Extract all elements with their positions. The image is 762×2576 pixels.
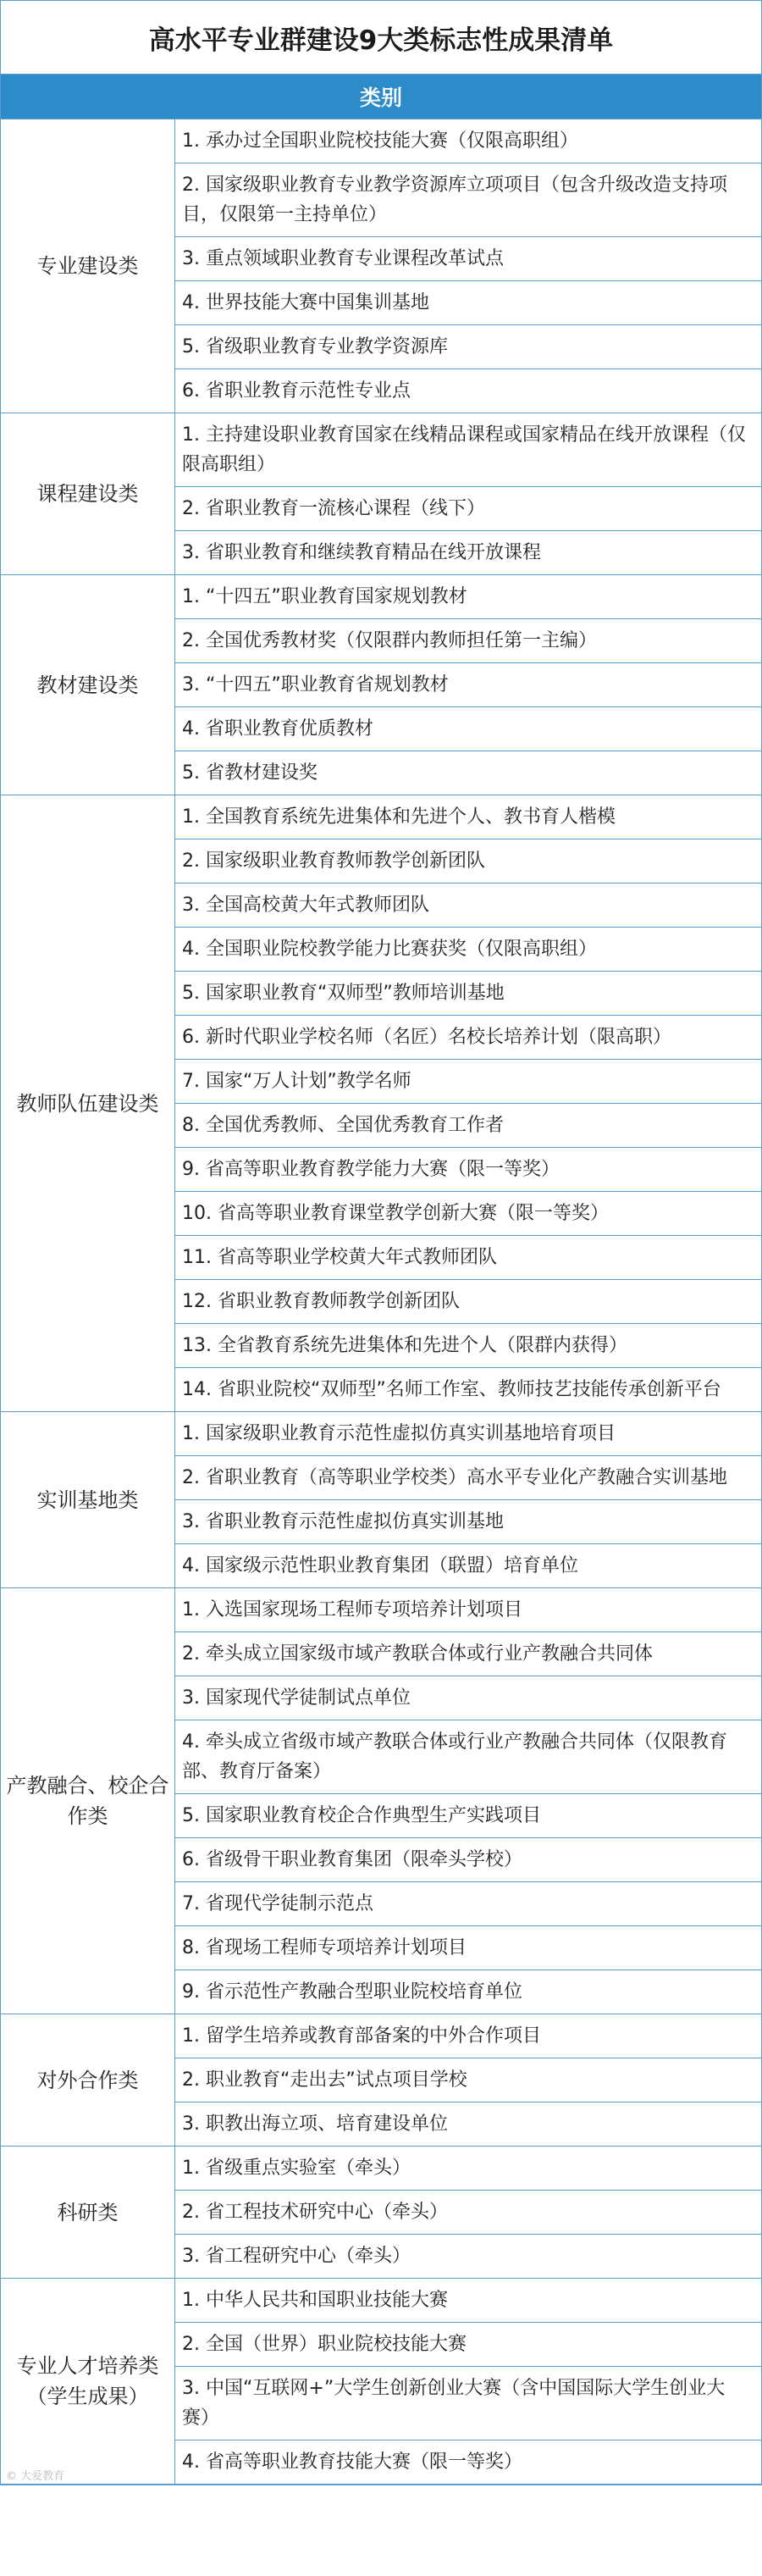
achievement-item: 2. 省职业教育一流核心课程（线下） xyxy=(175,487,762,531)
achievement-item: 5. 国家职业教育校企合作典型生产实践项目 xyxy=(175,1794,762,1838)
page-title: 高水平专业群建设9大类标志性成果清单 xyxy=(1,0,761,75)
table-row xyxy=(1,2147,761,2191)
achievement-item: 5. 国家职业教育“双师型”教师培训基地 xyxy=(175,972,762,1016)
achievement-item: 2. 牵头成立国家级市域产教联合体或行业产教融合共同体 xyxy=(175,1632,762,1676)
achievement-item: 8. 省现场工程师专项培养计划项目 xyxy=(175,1926,762,1970)
achievement-item: 1. 中华人民共和国职业技能大赛 xyxy=(175,2279,762,2323)
achievement-item: 3. 全国高校黄大年式教师团队 xyxy=(175,884,762,928)
achievement-item: 5. 省级职业教育专业教学资源库 xyxy=(175,325,762,369)
achievement-item: 9. 省高等职业教育教学能力大赛（限一等奖） xyxy=(175,1148,762,1192)
achievement-item: 1. 省级重点实验室（牵头） xyxy=(175,2147,762,2191)
category-name: 专业人才培养类（学生成果） xyxy=(1,2279,175,2485)
category-name: 教师队伍建设类 xyxy=(1,795,175,1412)
achievement-item: 4. 牵头成立省级市域产教联合体或行业产教融合共同体（仅限教育部、教育厅备案） xyxy=(175,1720,762,1794)
achievement-item: 6. 新时代职业学校名师（名匠）名校长培养计划（限高职） xyxy=(175,1016,762,1060)
achievement-item: 2. 职业教育“走出去”试点项目学校 xyxy=(175,2058,762,2102)
achievement-item: 1. 国家级职业教育示范性虚拟仿真实训基地培育项目 xyxy=(175,1412,762,1456)
achievement-item: 2. 全国（世界）职业院校技能大赛 xyxy=(175,2323,762,2367)
achievement-item: 11. 省高等职业学校黄大年式教师团队 xyxy=(175,1236,762,1280)
watermark: © 大爱教育 xyxy=(6,2470,65,2483)
achievement-item: 2. 国家级职业教育专业教学资源库立项项目（包含升级改造支持项目，仅限第一主持单位） xyxy=(175,163,762,237)
achievement-item: 3. “十四五”职业教育省规划教材 xyxy=(175,663,762,707)
achievement-table xyxy=(1,119,761,2485)
category-name: 教材建设类 xyxy=(1,575,175,795)
achievement-item: 5. 省教材建设奖 xyxy=(175,751,762,795)
achievement-item: 6. 省级骨干职业教育集团（限牵头学校） xyxy=(175,1838,762,1882)
achievement-item: 4. 省高等职业教育技能大赛（限一等奖） xyxy=(175,2440,762,2485)
achievement-item: 4. 国家级示范性职业教育集团（联盟）培育单位 xyxy=(175,1544,762,1588)
category-name: 科研类 xyxy=(1,2147,175,2279)
achievement-item: 8. 全国优秀教师、全国优秀教育工作者 xyxy=(175,1104,762,1148)
achievement-item: 3. 省职业教育和继续教育精品在线开放课程 xyxy=(175,531,762,575)
achievement-item: 7. 国家“万人计划”教学名师 xyxy=(175,1060,762,1104)
achievement-item: 13. 全省教育系统先进集体和先进个人（限群内获得） xyxy=(175,1324,762,1368)
achievement-item: 1. 承办过全国职业院校技能大赛（仅限高职组） xyxy=(175,119,762,163)
table-row xyxy=(1,1588,761,1632)
achievement-item: 1. “十四五”职业教育国家规划教材 xyxy=(175,575,762,619)
achievement-item: 10. 省高等职业教育课堂教学创新大赛（限一等奖） xyxy=(175,1192,762,1236)
achievement-item: 4. 省职业教育优质教材 xyxy=(175,707,762,751)
achievement-item: 3. 重点领域职业教育专业课程改革试点 xyxy=(175,237,762,281)
achievement-item: 3. 职教出海立项、培育建设单位 xyxy=(175,2102,762,2147)
achievement-item: 1. 主持建设职业教育国家在线精品课程或国家精品在线开放课程（仅限高职组） xyxy=(175,413,762,487)
achievement-item: 1. 留学生培养或教育部备案的中外合作项目 xyxy=(175,2014,762,2058)
table-header-category: 类别 xyxy=(1,75,761,119)
category-name: 对外合作类 xyxy=(1,2014,175,2147)
table-row xyxy=(1,2279,761,2323)
achievement-item: 6. 省职业教育示范性专业点 xyxy=(175,369,762,413)
achievement-item: 14. 省职业院校“双师型”名师工作室、教师技艺技能传承创新平台 xyxy=(175,1368,762,1412)
category-name: 实训基地类 xyxy=(1,1412,175,1588)
table-row xyxy=(1,575,761,619)
achievement-item: 1. 全国教育系统先进集体和先进个人、教书育人楷模 xyxy=(175,795,762,839)
achievement-item: 3. 省职业教育示范性虚拟仿真实训基地 xyxy=(175,1500,762,1544)
table-row xyxy=(1,413,761,487)
achievement-item: 3. 中国“互联网+”大学生创新创业大赛（含中国国际大学生创业大赛） xyxy=(175,2367,762,2440)
achievement-item: 2. 省职业教育（高等职业学校类）高水平专业化产教融合实训基地 xyxy=(175,1456,762,1500)
table-row xyxy=(1,1412,761,1456)
achievement-item: 12. 省职业教育教师教学创新团队 xyxy=(175,1280,762,1324)
achievement-item: 2. 国家级职业教育教师教学创新团队 xyxy=(175,839,762,884)
achievement-item: 2. 全国优秀教材奖（仅限群内教师担任第一主编） xyxy=(175,619,762,663)
achievement-item: 4. 世界技能大赛中国集训基地 xyxy=(175,281,762,325)
achievement-item: 4. 全国职业院校教学能力比赛获奖（仅限高职组） xyxy=(175,928,762,972)
category-name: 产教融合、校企合作类 xyxy=(1,1588,175,2014)
achievement-item: 9. 省示范性产教融合型职业院校培育单位 xyxy=(175,1970,762,2014)
table-row xyxy=(1,2014,761,2058)
table-row xyxy=(1,795,761,839)
achievement-item: 3. 省工程研究中心（牵头） xyxy=(175,2235,762,2279)
achievement-item: 1. 入选国家现场工程师专项培养计划项目 xyxy=(175,1588,762,1632)
achievement-item: 3. 国家现代学徒制试点单位 xyxy=(175,1676,762,1720)
table-row xyxy=(1,119,761,163)
achievement-item: 7. 省现代学徒制示范点 xyxy=(175,1882,762,1926)
category-name: 专业建设类 xyxy=(1,119,175,413)
category-name: 课程建设类 xyxy=(1,413,175,575)
achievement-item: 2. 省工程技术研究中心（牵头） xyxy=(175,2191,762,2235)
